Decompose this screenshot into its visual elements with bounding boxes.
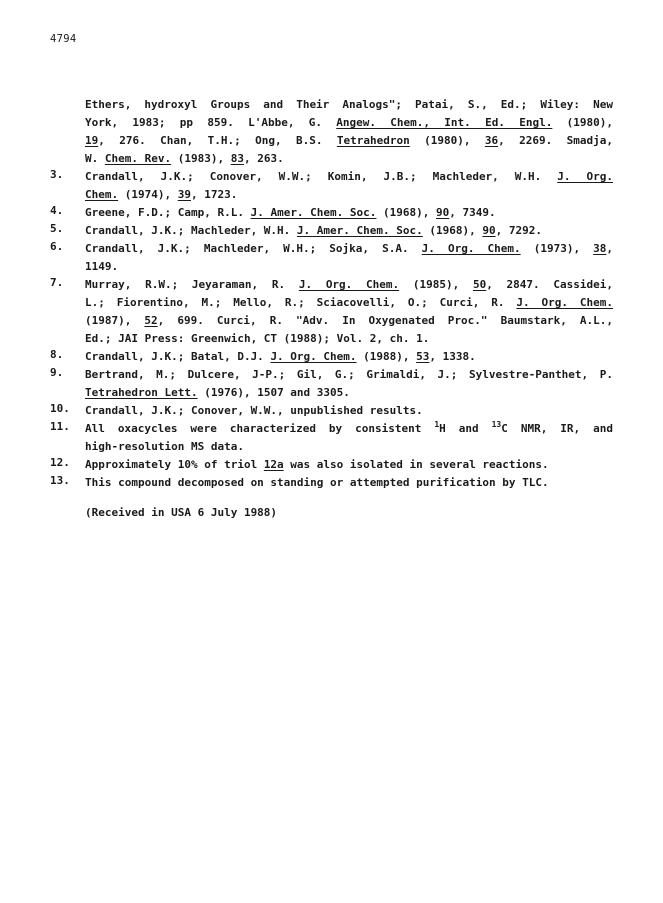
reference-line — [85, 132, 613, 150]
reference-number: 7. — [50, 276, 64, 289]
reference-line — [85, 276, 613, 294]
reference-line — [85, 114, 613, 132]
citation-text-underlined: 90 — [482, 224, 496, 237]
isotope-superscript: 1 — [434, 420, 440, 429]
citation-text-underlined: J. Org. Chem. — [298, 278, 400, 291]
citation-text-underlined: 38 — [593, 242, 607, 255]
citation-text: high-resolution MS data. — [85, 440, 244, 453]
citation-text: Bertrand, M.; Dulcere, J-P.; Gil, G.; Grimaldi, J.; Sylvestre-Panthet, P. — [85, 368, 613, 381]
citation-text: (1968), — [422, 224, 483, 237]
citation-text: (1988), — [356, 350, 417, 363]
citation-text-underlined: J. Amer. Chem. Soc. — [250, 206, 377, 219]
citation-text: (1973), — [520, 242, 594, 255]
reference-line — [85, 258, 613, 276]
citation-text: (1980), — [409, 134, 485, 147]
citation-text-underlined: 12a — [263, 458, 284, 471]
citation-text: Greene, F.D.; Camp, R.L. — [85, 206, 251, 219]
reference-line — [85, 420, 613, 438]
citation-text: (1987), — [85, 314, 145, 327]
citation-text-underlined: 19 — [85, 134, 99, 147]
reference-line — [85, 186, 613, 204]
citation-text-underlined: J. Org. — [557, 170, 614, 183]
reference-line — [85, 96, 613, 114]
citation-text: (1985), — [399, 278, 473, 291]
reference-number: 3. — [50, 168, 64, 181]
citation-text: Approximately 10% of triol — [85, 458, 264, 471]
citation-text: Ethers, hydroxyl Groups and Their Analogs"; Patai, S., Ed.; Wiley: New — [85, 98, 613, 111]
citation-text: This compound decomposed on standing or attempted purification by TLC. — [85, 476, 549, 489]
citation-text: Crandall, J.K.; Machleder, W.H. — [85, 224, 297, 237]
reference-number: 4. — [50, 204, 64, 217]
citation-text: C NMR, IR, and — [501, 422, 614, 435]
citation-text: was also isolated in several reactions. — [283, 458, 549, 471]
reference-number: 11. — [50, 420, 70, 433]
isotope-superscript: 13 — [491, 420, 502, 429]
reference-number: 8. — [50, 348, 64, 361]
reference-number: 5. — [50, 222, 64, 235]
citation-text: , 263. — [243, 152, 284, 165]
citation-text: York, 1983; pp 859. L'Abbe, G. — [85, 116, 337, 129]
reference-number: 10. — [50, 402, 70, 415]
citation-text-underlined: 53 — [416, 350, 430, 363]
reference-number: 13. — [50, 474, 70, 487]
citation-text: Crandall, J.K.; Batal, D.J. — [85, 350, 271, 363]
citation-text: Murray, R.W.; Jeyaraman, R. — [85, 278, 299, 291]
citation-text: Crandall, J.K.; Machleder, W.H.; Sojka, S.A. — [85, 242, 422, 255]
citation-text: (1980), — [552, 116, 613, 129]
received-date: (Received in USA 6 July 1988) — [85, 506, 278, 519]
citation-text: L.; Fiorentino, M.; Mello, R.; Sciacovelli, O.; Curci, R. — [85, 296, 517, 309]
reference-line — [85, 294, 613, 312]
reference-line — [85, 366, 613, 384]
citation-text: H and — [439, 422, 492, 435]
reference-line — [85, 168, 613, 186]
citation-text: , 2847. Cassidei, — [486, 278, 613, 291]
citation-text: W. — [85, 152, 105, 165]
reference-line — [85, 348, 613, 366]
citation-text: (1974), — [118, 188, 178, 201]
citation-text-underlined: 90 — [436, 206, 450, 219]
citation-text-underlined: Chem. — [85, 188, 119, 201]
citation-text: , 7349. — [449, 206, 496, 219]
citation-text: , — [606, 242, 614, 255]
citation-text-underlined: J. Amer. Chem. Soc. — [296, 224, 423, 237]
citation-text: All oxacycles were characterized by consistent — [85, 422, 435, 435]
reference-number: 6. — [50, 240, 64, 253]
citation-text: , 1723. — [190, 188, 238, 201]
reference-line — [85, 222, 613, 240]
reference-line — [85, 204, 613, 222]
citation-text: (1976), 1507 and 3305. — [197, 386, 350, 399]
citation-text-underlined: 83 — [230, 152, 244, 165]
reference-line — [85, 438, 613, 456]
citation-text: , 276. Chan, T.H.; Ong, B.S. — [98, 134, 337, 147]
citation-text: Ed.; JAI Press: Greenwich, CT (1988); Vol. 2, ch. 1. — [85, 332, 430, 345]
reference-number: 12. — [50, 456, 70, 469]
citation-text: Crandall, J.K.; Conover, W.W., unpublished results. — [85, 404, 423, 417]
citation-text-underlined: Tetrahedron — [336, 134, 410, 147]
reference-line — [85, 402, 613, 420]
reference-line — [85, 240, 613, 258]
citation-text: Crandall, J.K.; Conover, W.W.; Komin, J.B.; Machleder, W.H. — [85, 170, 558, 183]
citation-text-underlined: 52 — [144, 314, 158, 327]
reference-number: 9. — [50, 366, 64, 379]
reference-line — [85, 330, 613, 348]
citation-text-underlined: Angew. Chem., Int. Ed. Engl. — [336, 116, 553, 129]
citation-text-underlined: J. Org. Chem. — [421, 242, 521, 255]
citation-text-underlined: 39 — [177, 188, 191, 201]
reference-line — [85, 474, 613, 492]
reference-line — [85, 150, 613, 168]
reference-line — [85, 312, 613, 330]
citation-text: , 2269. Smadja, — [498, 134, 614, 147]
page-number: 4794 — [50, 33, 77, 45]
citation-text: 1149. — [85, 260, 119, 273]
reference-line — [85, 384, 613, 402]
citation-text-underlined: Tetrahedron Lett. — [85, 386, 198, 399]
citation-text: (1983), — [171, 152, 231, 165]
citation-text-underlined: J. Org. Chem. — [270, 350, 357, 363]
citation-text-underlined: J. Org. Chem. — [516, 296, 614, 309]
citation-text-underlined: Chem. Rev. — [104, 152, 172, 165]
citation-text-underlined: 36 — [484, 134, 499, 147]
citation-text: , 7292. — [495, 224, 542, 237]
citation-text: , 699. Curci, R. "Adv. In Oxygenated Proc." Baumstark, A.L., — [157, 314, 613, 327]
citation-text: , 1338. — [429, 350, 476, 363]
citation-text-underlined: 50 — [472, 278, 487, 291]
reference-line — [85, 456, 613, 474]
citation-text: (1968), — [376, 206, 437, 219]
